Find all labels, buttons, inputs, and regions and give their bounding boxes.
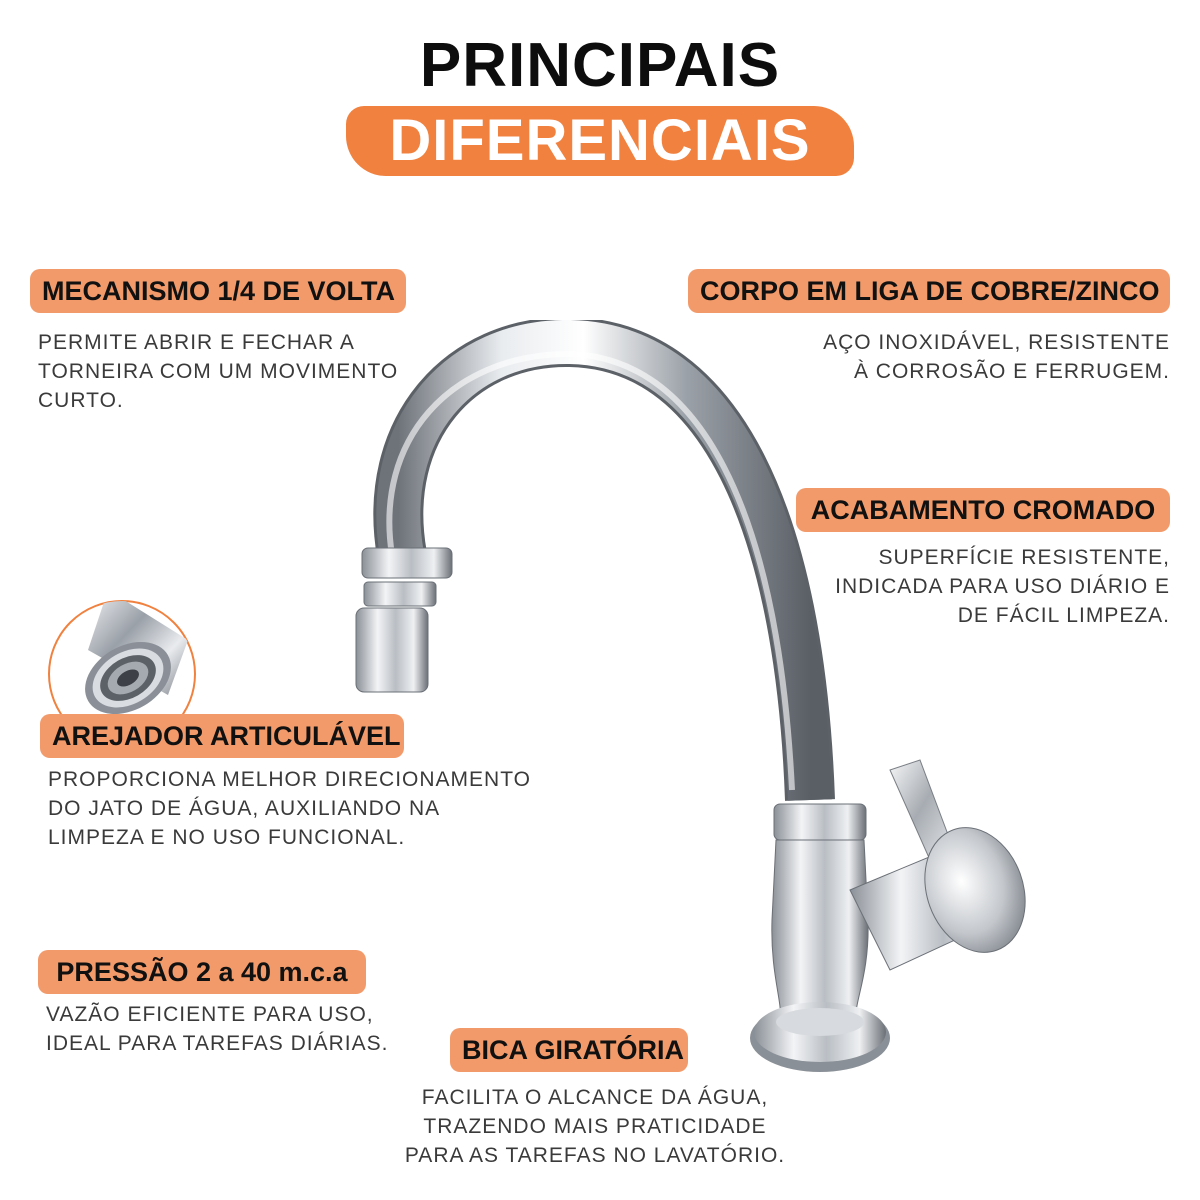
desc-line: TRAZENDO MAIS PRATICIDADE xyxy=(423,1115,767,1138)
desc-line: LIMPEZA E NO USO FUNCIONAL. xyxy=(48,826,406,849)
desc-line: VAZÃO EFICIENTE PARA USO, xyxy=(46,1003,374,1026)
desc-line: PROPORCIONA MELHOR DIRECIONAMENTO xyxy=(48,768,532,791)
desc-line: FACILITA O ALCANCE DA ÁGUA, xyxy=(421,1086,769,1109)
desc-line: À CORROSÃO E FERRUGEM. xyxy=(853,360,1170,383)
bica-badge: BICA GIRATÓRIA xyxy=(450,1028,688,1072)
page-title: PRINCIPAIS xyxy=(419,31,781,100)
desc-line: PERMITE ABRIR E FECHAR A xyxy=(38,331,355,354)
desc-line: IDEAL PARA TAREFAS DIÁRIAS. xyxy=(46,1032,389,1055)
bica-description xyxy=(360,1083,830,1170)
desc-line: DO JATO DE ÁGUA, AUXILIANDO NA xyxy=(48,797,441,820)
mecanismo-badge: MECANISMO 1/4 DE VOLTA xyxy=(30,269,406,313)
desc-line: INDICADA PARA USO DIÁRIO E xyxy=(835,575,1170,598)
desc-line: TORNEIRA COM UM MOVIMENTO xyxy=(38,360,399,383)
desc-line: PARA AS TAREFAS NO LAVATÓRIO. xyxy=(404,1144,786,1167)
desc-line: CURTO. xyxy=(38,389,124,412)
pressao-badge: PRESSÃO 2 a 40 m.c.a xyxy=(38,950,366,994)
desc-line: DE FÁCIL LIMPEZA. xyxy=(957,604,1170,627)
page-subtitle: DIFERENCIAIS xyxy=(389,108,811,173)
desc-line: AÇO INOXIDÁVEL, RESISTENTE xyxy=(823,331,1170,354)
acabamento-badge: ACABAMENTO CROMADO xyxy=(796,488,1170,532)
desc-line: SUPERFÍCIE RESISTENTE, xyxy=(878,546,1170,569)
corpo-badge: CORPO EM LIGA DE COBRE/ZINCO xyxy=(688,269,1170,313)
arejador-badge: AREJADOR ARTICULÁVEL xyxy=(40,714,404,758)
chrome-faucet-image xyxy=(330,320,1030,1100)
